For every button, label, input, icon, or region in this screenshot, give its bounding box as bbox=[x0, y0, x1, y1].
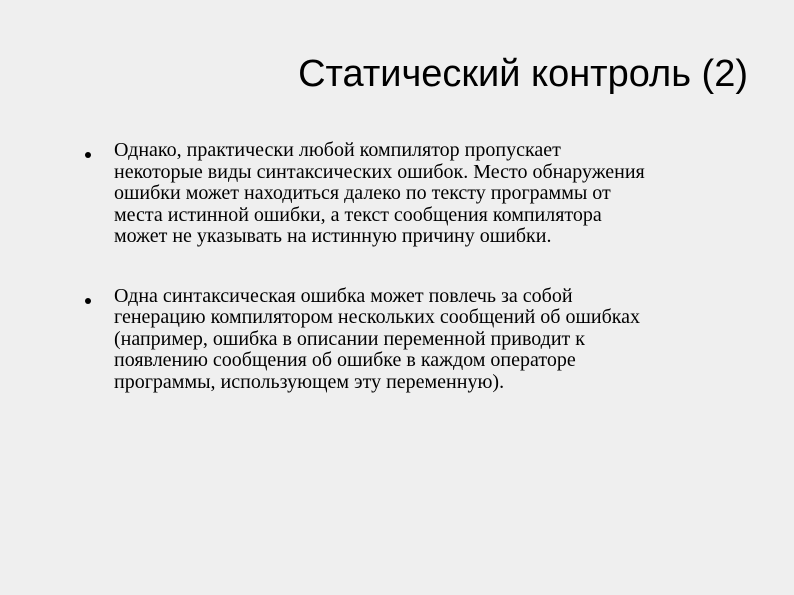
bullet-dot-icon bbox=[85, 152, 91, 158]
bullet-text-line: Одна синтаксическая ошибка может повлечь за собой bbox=[114, 284, 573, 307]
bullet-item bbox=[80, 140, 760, 248]
bullet-text-line: некоторые виды синтаксических ошибок. Место обнаружения bbox=[114, 160, 645, 183]
bullet-text-line: появлению сообщения об ошибке в каждом операторе bbox=[114, 349, 576, 371]
bullet-text-line: программы, использующем эту переменную). bbox=[114, 370, 505, 393]
bullet-text-line: (например, ошибка в описании переменной приводит к bbox=[114, 327, 586, 350]
bullet-text-line: места истинной ошибки, а текст сообщения компилятора bbox=[114, 203, 602, 226]
bullet-list bbox=[80, 140, 760, 431]
bullet-text-line: может не указывать на истинную причину ошибки. bbox=[114, 225, 552, 247]
bullet-item bbox=[80, 286, 760, 394]
bullet-dot-icon bbox=[85, 298, 91, 304]
slide-title: Статический контроль (2) bbox=[298, 53, 748, 95]
bullet-text-line: генерацию компилятором нескольких сообщений об ошибках bbox=[114, 306, 641, 328]
bullet-text-line: ошибки может находиться далеко по тексту программы от bbox=[114, 182, 611, 204]
bullet-text-line: Однако, практически любой компилятор пропускает bbox=[114, 139, 561, 161]
